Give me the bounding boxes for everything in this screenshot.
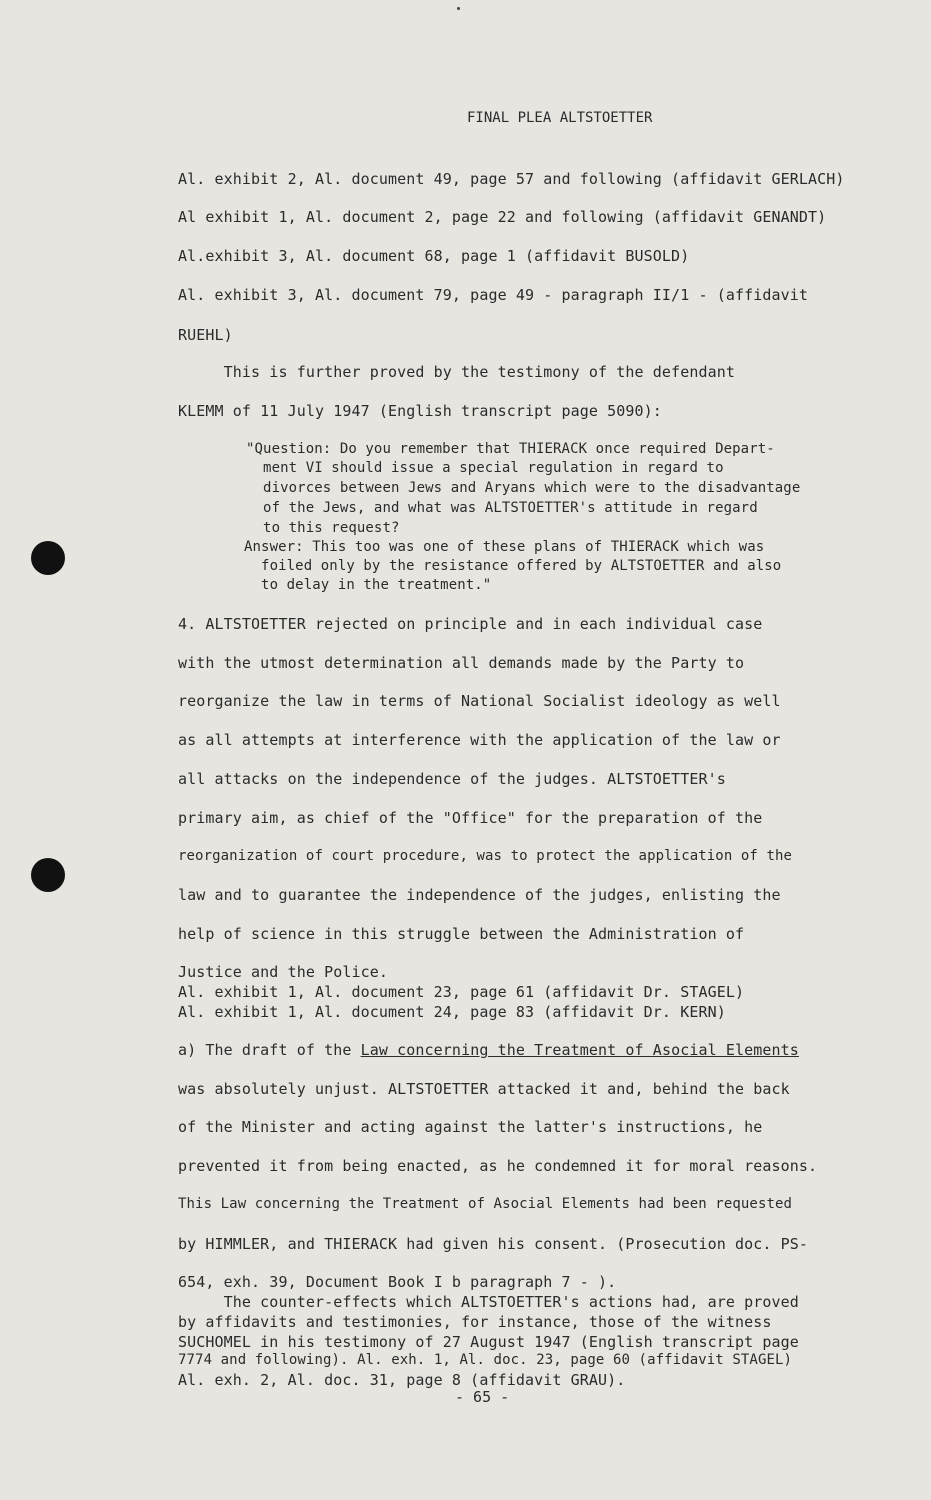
punch-hole-top <box>31 541 65 575</box>
paragraph-4-line: Justice and the Police. <box>178 963 389 981</box>
reference-line: Al. exhibit 1, Al. document 23, page 61 (affidavit Dr. STAGEL) <box>178 983 745 1001</box>
quote-line: of the Jews, and what was ALTSTOETTER's attitude in regard <box>246 500 758 516</box>
quote-line: ment VI should issue a special regulation in regard to <box>246 460 724 476</box>
paragraph-a-line: 654, exh. 39, Document Book I b paragraph 7 - ). <box>178 1273 617 1291</box>
paragraph-a-line: was absolutely unjust. ALTSTOETTER attacked it and, behind the back <box>178 1080 790 1098</box>
paragraph-a-line: This Law concerning the Treatment of Asocial Elements had been requested <box>178 1196 793 1212</box>
quote-line: "Question: Do you remember that THIERACK once required Depart- <box>246 441 775 457</box>
paragraph-4-line: 4. ALTSTOETTER rejected on principle and in each individual case <box>178 615 763 633</box>
reference-line: Al. exhibit 1, Al. document 24, page 83 (affidavit Dr. KERN) <box>178 1003 726 1021</box>
paragraph-a-line: by HIMMLER, and THIERACK had given his consent. (Prosecution doc. PS- <box>178 1235 809 1253</box>
paragraph-4-line: as all attempts at interference with the application of the law or <box>178 731 781 749</box>
closing-line: The counter-effects which ALTSTOETTER's actions had, are proved <box>178 1293 799 1311</box>
paragraph-a-line: of the Minister and acting against the latter's instructions, he <box>178 1118 763 1136</box>
paragraph-4-line: help of science in this struggle between the Administration of <box>178 925 745 943</box>
top-speck <box>457 7 460 10</box>
closing-line: 7774 and following). Al. exh. 1, Al. doc. 23, page 60 (affidavit STAGEL) <box>178 1352 793 1368</box>
closing-line: by affidavits and testimonies, for instance, those of the witness <box>178 1313 772 1331</box>
paragraph-a-first-line <box>178 1041 799 1059</box>
quote-line: divorces between Jews and Aryans which were to the disadvantage <box>246 480 801 496</box>
quote-line: to this request? <box>246 520 400 536</box>
punch-hole-bottom <box>31 858 65 892</box>
paragraph-4-line: reorganization of court procedure, was to protect the application of the <box>178 848 793 864</box>
reference-line: Al.exhibit 3, Al. document 68, page 1 (affidavit BUSOLD) <box>178 247 690 265</box>
quote-line: to delay in the treatment." <box>244 577 492 593</box>
body-line: KLEMM of 11 July 1947 (English transcript page 5090): <box>178 402 662 420</box>
law-title-underlined: Law concerning the Treatment of Asocial Elements <box>360 1041 799 1059</box>
body-line: This is further proved by the testimony of the defendant <box>178 363 735 381</box>
paragraph-4-line: primary aim, as chief of the "Office" for the preparation of the <box>178 809 763 827</box>
reference-line: Al exhibit 1, Al. document 2, page 22 and following (affidavit GENANDT) <box>178 208 827 226</box>
paragraph-a-line: prevented it from being enacted, as he condemned it for moral reasons. <box>178 1157 818 1175</box>
page-title: FINAL PLEA ALTSTOETTER <box>467 110 653 126</box>
quote-line: foiled only by the resistance offered by ALTSTOETTER and also <box>244 558 782 574</box>
paragraph-a-prefix: a) The draft of the <box>178 1041 361 1059</box>
reference-line: Al. exhibit 2, Al. document 49, page 57 and following (affidavit GERLACH) <box>178 170 845 188</box>
closing-line: Al. exh. 2, Al. doc. 31, page 8 (affidavit GRAU). <box>178 1371 626 1389</box>
paragraph-4-line: law and to guarantee the independence of the judges, enlisting the <box>178 886 781 904</box>
paragraph-4-line: with the utmost determination all demands made by the Party to <box>178 654 745 672</box>
paragraph-4-line: all attacks on the independence of the judges. ALTSTOETTER's <box>178 770 726 788</box>
quote-line: Answer: This too was one of these plans of THIERACK which was <box>244 539 765 555</box>
reference-line: RUEHL) <box>178 326 233 344</box>
page-number: - 65 - <box>455 1388 510 1406</box>
closing-line: SUCHOMEL in his testimony of 27 August 1947 (English transcript page <box>178 1333 799 1351</box>
reference-line: Al. exhibit 3, Al. document 79, page 49 - paragraph II/1 - (affidavit <box>178 286 809 304</box>
paragraph-4-line: reorganize the law in terms of National Socialist ideology as well <box>178 692 781 710</box>
